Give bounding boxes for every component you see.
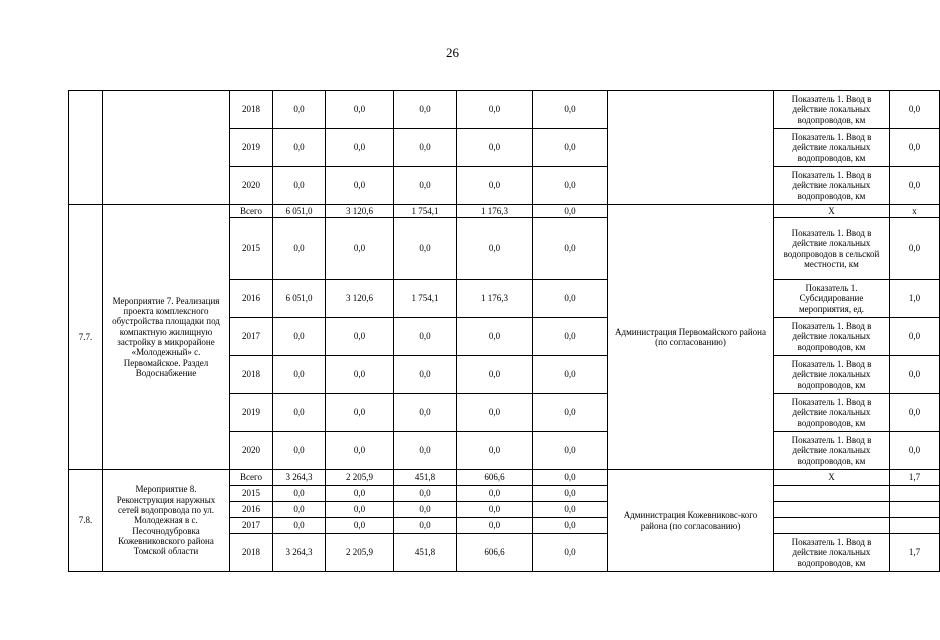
- value-cell: 0,0: [273, 502, 326, 518]
- value-cell: 606,6: [457, 470, 533, 486]
- value-cell: 0,0: [273, 486, 326, 502]
- value-cell: 0,0: [533, 218, 608, 280]
- value-cell: 0,0: [394, 394, 457, 432]
- value-cell: 2 205,9: [326, 534, 394, 572]
- indicator-value-cell: х: [890, 205, 940, 218]
- value-cell: 0,0: [394, 167, 457, 205]
- value-cell: 0,0: [326, 432, 394, 470]
- value-cell: 0,0: [533, 394, 608, 432]
- value-cell: 0,0: [533, 470, 608, 486]
- event-number: 7.8.: [69, 470, 103, 572]
- value-cell: 3 120,6: [326, 280, 394, 318]
- executor-cell: Администрация Кожевниковс-кого района (по согласованию): [608, 470, 774, 572]
- value-cell: 0,0: [457, 167, 533, 205]
- value-cell: 0,0: [457, 432, 533, 470]
- year-cell: 2017: [230, 518, 273, 534]
- year-cell: 2018: [230, 534, 273, 572]
- indicator-value-cell-empty: [890, 502, 940, 518]
- indicator-cell: Показатель 1. Ввод в действие локальных водопроводов, км: [774, 129, 890, 167]
- indicator-cell-empty: [774, 518, 890, 534]
- value-cell: 1 176,3: [457, 280, 533, 318]
- value-cell: 0,0: [394, 356, 457, 394]
- indicator-cell: Показатель 1. Ввод в действие локальных водопроводов, км: [774, 534, 890, 572]
- value-cell: 0,0: [533, 432, 608, 470]
- indicator-cell: Показатель 1. Субсидирование мероприятия, ед.: [774, 280, 890, 318]
- indicator-cell: Х: [774, 470, 890, 486]
- value-cell: 0,0: [273, 432, 326, 470]
- indicator-value-cell: 1,7: [890, 534, 940, 572]
- value-cell: 0,0: [326, 502, 394, 518]
- event-number: 7.7.: [69, 205, 103, 470]
- year-cell: 2019: [230, 129, 273, 167]
- indicator-cell: Показатель 1. Ввод в действие локальных водопроводов, км: [774, 394, 890, 432]
- year-cell: 2019: [230, 394, 273, 432]
- value-cell: 0,0: [273, 167, 326, 205]
- event-name: Мероприятие 8. Реконструкция наружных сетей водопровода по ул. Молодежная в с. Песочнодубровка Кожевниковского района Томской области: [103, 470, 230, 572]
- indicator-value-cell-empty: [890, 518, 940, 534]
- year-cell: 2015: [230, 218, 273, 280]
- year-cell: Всего: [230, 470, 273, 486]
- year-cell: 2017: [230, 318, 273, 356]
- value-cell: 451,8: [394, 534, 457, 572]
- year-cell: 2020: [230, 167, 273, 205]
- year-cell: 2018: [230, 356, 273, 394]
- value-cell: 451,8: [394, 470, 457, 486]
- program-table: [68, 90, 940, 572]
- value-cell: 606,6: [457, 534, 533, 572]
- value-cell: 0,0: [326, 486, 394, 502]
- value-cell: 0,0: [394, 486, 457, 502]
- executor-cell: Администрация Первомайского района (по согласованию): [608, 205, 774, 470]
- value-cell: 1 754,1: [394, 280, 457, 318]
- value-cell: 0,0: [326, 167, 394, 205]
- event-name-cell-empty: [103, 91, 230, 205]
- value-cell: 0,0: [457, 486, 533, 502]
- value-cell: 0,0: [533, 318, 608, 356]
- indicator-value-cell: 0,0: [890, 218, 940, 280]
- value-cell: 0,0: [394, 432, 457, 470]
- value-cell: 0,0: [457, 356, 533, 394]
- indicator-value-cell: 0,0: [890, 167, 940, 205]
- value-cell: 0,0: [394, 502, 457, 518]
- value-cell: 0,0: [273, 318, 326, 356]
- indicator-cell: Показатель 1. Ввод в действие локальных водопроводов, км: [774, 318, 890, 356]
- value-cell: 0,0: [273, 356, 326, 394]
- value-cell: 0,0: [533, 129, 608, 167]
- value-cell: 3 264,3: [273, 534, 326, 572]
- value-cell: 0,0: [533, 534, 608, 572]
- value-cell: 0,0: [457, 91, 533, 129]
- year-cell: 2016: [230, 280, 273, 318]
- indicator-value-cell: 0,0: [890, 432, 940, 470]
- table-row: [69, 470, 940, 486]
- value-cell: 1 754,1: [394, 205, 457, 218]
- value-cell: 1 176,3: [457, 205, 533, 218]
- page-number: 26: [446, 45, 459, 60]
- year-cell: 2020: [230, 432, 273, 470]
- indicator-cell-empty: [774, 502, 890, 518]
- value-cell: 0,0: [273, 518, 326, 534]
- indicator-cell-empty: [774, 486, 890, 502]
- table-row: [69, 205, 940, 218]
- indicator-value-cell: 0,0: [890, 356, 940, 394]
- indicator-cell: Показатель 1. Ввод в действие локальных водопроводов, км: [774, 167, 890, 205]
- value-cell: 0,0: [533, 486, 608, 502]
- number-cell-empty: [69, 91, 103, 205]
- indicator-value-cell: 0,0: [890, 129, 940, 167]
- value-cell: 0,0: [394, 129, 457, 167]
- value-cell: 0,0: [457, 318, 533, 356]
- indicator-value-cell-empty: [890, 486, 940, 502]
- value-cell: 0,0: [457, 218, 533, 280]
- value-cell: 6 051,0: [273, 205, 326, 218]
- value-cell: 0,0: [394, 518, 457, 534]
- value-cell: 0,0: [457, 502, 533, 518]
- event-name: Мероприятие 7. Реализация проекта комплексного обустройства площадки под компактную жилищную застройку в микрорайоне «Молодежный» с. Первомайское. Раздел Водоснабжение: [103, 205, 230, 470]
- value-cell: 2 205,9: [326, 470, 394, 486]
- year-cell: 2018: [230, 91, 273, 129]
- indicator-value-cell: 0,0: [890, 318, 940, 356]
- value-cell: 0,0: [326, 91, 394, 129]
- value-cell: 0,0: [533, 502, 608, 518]
- indicator-cell: Показатель 1. Ввод в действие локальных водопроводов, км: [774, 91, 890, 129]
- value-cell: 3 120,6: [326, 205, 394, 218]
- value-cell: 0,0: [326, 518, 394, 534]
- value-cell: 0,0: [394, 91, 457, 129]
- indicator-cell: Показатель 1. Ввод в действие локальных водопроводов, км: [774, 432, 890, 470]
- value-cell: 0,0: [533, 91, 608, 129]
- indicator-cell: Показатель 1. Ввод в действие локальных водопроводов, км: [774, 356, 890, 394]
- indicator-value-cell: 1,0: [890, 280, 940, 318]
- value-cell: 0,0: [273, 394, 326, 432]
- value-cell: 0,0: [533, 518, 608, 534]
- value-cell: 0,0: [273, 218, 326, 280]
- value-cell: 0,0: [457, 129, 533, 167]
- value-cell: 0,0: [326, 394, 394, 432]
- table-row: [69, 91, 940, 129]
- executor-cell-empty: [608, 91, 774, 205]
- value-cell: 0,0: [394, 318, 457, 356]
- value-cell: 0,0: [326, 129, 394, 167]
- indicator-cell: Показатель 1. Ввод в действие локальных водопроводов в сельской местности, км: [774, 218, 890, 280]
- value-cell: 0,0: [326, 318, 394, 356]
- year-cell: 2016: [230, 502, 273, 518]
- value-cell: 0,0: [394, 218, 457, 280]
- value-cell: 0,0: [533, 205, 608, 218]
- value-cell: 0,0: [533, 167, 608, 205]
- value-cell: 0,0: [273, 129, 326, 167]
- year-cell: 2015: [230, 486, 273, 502]
- indicator-cell: Х: [774, 205, 890, 218]
- value-cell: 3 264,3: [273, 470, 326, 486]
- value-cell: 0,0: [273, 91, 326, 129]
- value-cell: 0,0: [457, 394, 533, 432]
- value-cell: 0,0: [533, 280, 608, 318]
- value-cell: 0,0: [533, 356, 608, 394]
- value-cell: 0,0: [326, 218, 394, 280]
- indicator-value-cell: 1,7: [890, 470, 940, 486]
- value-cell: 0,0: [326, 356, 394, 394]
- indicator-value-cell: 0,0: [890, 394, 940, 432]
- value-cell: 6 051,0: [273, 280, 326, 318]
- indicator-value-cell: 0,0: [890, 91, 940, 129]
- year-cell: Всего: [230, 205, 273, 218]
- value-cell: 0,0: [457, 518, 533, 534]
